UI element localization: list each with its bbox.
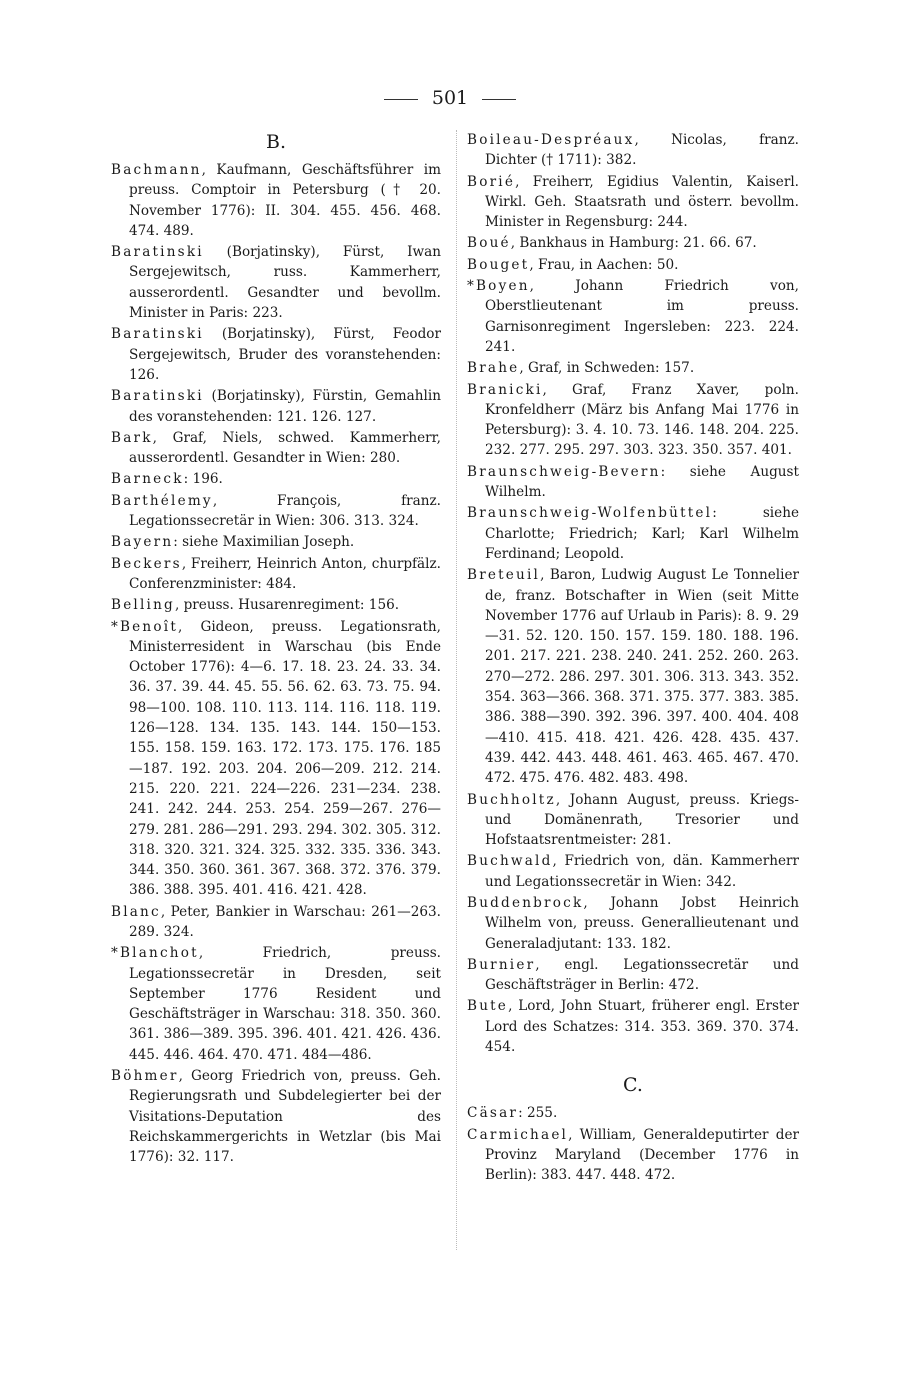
page-header (0, 86, 900, 110)
index-entry (467, 1103, 799, 1123)
entry-name: Baratinski (111, 244, 204, 261)
index-entry (467, 996, 799, 1057)
entry-text: : 196. (183, 471, 223, 488)
index-entry (467, 893, 799, 954)
index-entry (111, 595, 441, 615)
header-rule-right (482, 99, 516, 100)
entry-name: Belling (111, 597, 175, 614)
entry-name: Böhmer (111, 1068, 179, 1085)
index-entry (111, 943, 441, 1065)
entry-name: *Blanchot (111, 945, 199, 962)
right-entry-list-b (467, 130, 799, 1057)
index-entry (111, 469, 441, 489)
index-entry (467, 276, 799, 357)
entry-text: , Nicolas, franz. Dichter († 1711): 382. (485, 132, 799, 169)
entry-name: Braunschweig-Bevern (467, 463, 661, 480)
entry-name: Breteuil (467, 567, 541, 584)
entry-text: , François, franz. Legationssecretär in Wien: 306. 313. 324. (129, 492, 441, 530)
entry-text: , Peter, Bankier in Warschau: 261—263. 289. 324. (129, 903, 441, 940)
index-entry (111, 902, 441, 943)
index-entry (467, 503, 799, 564)
index-entry (467, 172, 799, 233)
entry-text: , Georg Friedrich von, preuss. Geh. Regierungsrath und Subdelegierter bei der Visitations-Deputation des Reichskammergerichts in Wetzlar (bis Mai 1776): 32. 117. (129, 1068, 441, 1166)
index-entry (467, 1125, 799, 1186)
index-entry (467, 358, 799, 378)
column-divider (456, 130, 457, 1250)
entry-name: Blanc (111, 903, 161, 920)
index-entry (111, 1066, 441, 1167)
page-number: 501 (431, 87, 469, 109)
index-entry (111, 491, 441, 532)
entry-text: , Friedrich von, dän. Kammerherr und Legationssecretär in Wien: 342. (485, 853, 799, 890)
right-column (467, 130, 799, 1187)
entry-name: Burnier (467, 956, 536, 973)
entry-name: Branicki (467, 381, 543, 398)
entry-name: Barthélemy (111, 492, 213, 509)
entry-text: (Borjatinsky), Fürst, Iwan Sergejewitsch, russ. Kammerherr, ausserordentl. Gesandter und bevollm. Minister in Paris: 223. (129, 244, 441, 322)
left-entry-list (111, 160, 441, 1168)
entry-text: : siehe August Wilhelm. (485, 463, 799, 501)
entry-name: *Boyen (467, 278, 530, 295)
entry-name: Bark (111, 429, 153, 446)
entry-text: , Graf, Franz Xaver, poln. Kronfeldherr (März bis Anfang Mai 1776 in Petersburg): 3. 4. 10. 73. 146. 148. 204. 225. 232. 277. 295. 297. 303. 323. 350. 357. 401. (485, 381, 799, 459)
entry-text: , Johann Friedrich von, Oberstlieutenant im preuss. Garnisonregiment Ingersleben: 223. 224. 241. (485, 278, 799, 355)
index-entry (467, 955, 799, 996)
entry-text: , Frau, in Aachen: 50. (529, 256, 679, 273)
entry-name: Buchholtz (467, 791, 556, 808)
entry-name: Buddenbrock (467, 894, 584, 911)
entry-text: , Freiherr, Heinrich Anton, churpfälz. Conferenzminister: 484. (129, 555, 441, 592)
entry-text: (Borjatinsky), Fürstin, Gemahlin des voranstehenden: 121. 126. 127. (129, 388, 441, 425)
entry-name: Bute (467, 998, 509, 1015)
entry-name: Baratinski (111, 388, 204, 405)
entry-name: *Benoît (111, 618, 178, 635)
index-entry (467, 565, 799, 788)
header-rule-left (384, 99, 418, 100)
entry-name: Bachmann (111, 162, 202, 178)
entry-name: Boileau-Despréaux (467, 132, 635, 148)
entry-name: Boué (467, 235, 511, 252)
index-entry (111, 617, 441, 901)
index-entry (111, 532, 441, 552)
index-entry (467, 233, 799, 253)
entry-text: , Gideon, preuss. Legationsrath, Ministerresident in Warschau (bis Ende October 1776): 4—6. 17. 18. 23. 24. 33. 34. 36. 37. 39. 44. 45. 55. 56. 62. 63. 73. 75. 94. 98—100. 108. 110. 113. 114. 116. 118. 119. 126—128. 134. 135. 143. 144. 150—153. 155. 158. 159. 163. 172. 173. 175. 176. 185—187. 192. 203. 204. 206—209. 212. 214. 215. 220. 221. 224—226. 231—234. 238. 241. 242. 244. 253. 254. 259—267. 276—279. 281. 286—291. 293. 294. 302. 305. 312. 318. 320. 321. 324. 325. 332. 335. 336. 343. 344. 350. 360. 361. 367. 368. 372. 376. 379. 386. 388. 395. 401. 416. 421. 428. (129, 618, 441, 899)
entry-text: , Graf, in Schweden: 157. (519, 360, 695, 377)
entry-text: : siehe Maximilian Joseph. (173, 534, 355, 551)
entry-text: , Lord, John Stuart, früherer engl. Erster Lord des Schatzes: 314. 353. 369. 370. 374. 454. (485, 998, 799, 1056)
entry-name: Bayern (111, 534, 174, 551)
entry-text: (Borjatinsky), Fürst, Feodor Sergejewitsch, Bruder des voranstehenden: 126. (129, 326, 441, 383)
index-entry (467, 462, 799, 503)
entry-text: , Friedrich, preuss. Legationssecretär in Dresden, seit September 1776 Resident und Geschäftsträger in Warschau: 318. 350. 360. 361. 386—389. 395. 396. 401. 421. 426. 436. 445. 446. 464. 470. 471. 484—486. (129, 945, 441, 1063)
index-entry (467, 380, 799, 461)
section-heading-c: C. (623, 1074, 643, 1097)
index-entry (111, 324, 441, 385)
index-entry (111, 554, 441, 595)
entry-name: Beckers (111, 555, 182, 572)
entry-name: Braunschweig-Wolfenbüttel (467, 505, 713, 522)
index-entry (111, 242, 441, 323)
entry-text: , Freiherr, Egidius Valentin, Kaiserl. Wirkl. Geh. Staatsrath und österr. bevollm. Minister in Regensburg: 244. (485, 173, 799, 231)
index-entry (467, 790, 799, 851)
entry-name: Baratinski (111, 326, 204, 343)
index-entry (111, 386, 441, 427)
entry-text: , Graf, Niels, schwed. Kammerherr, ausserordentl. Gesandter in Wien: 280. (129, 429, 441, 467)
entry-text: , preuss. Husarenregiment: 156. (174, 597, 400, 614)
entry-name: Cäsar (467, 1105, 519, 1122)
left-column (111, 130, 441, 1169)
entry-name: Carmichael (467, 1126, 569, 1143)
index-entry (467, 130, 799, 171)
entry-name: Brahe (467, 360, 520, 377)
entry-text: : 255. (518, 1105, 558, 1122)
entry-text: , William, Generaldeputirter der Provinz Maryland (December 1776 in Berlin): 383. 447. 448. 472. (485, 1126, 799, 1184)
index-entry (111, 428, 441, 469)
entry-name: Bouget (467, 256, 530, 273)
entry-text: , Kaufmann, Geschäftsführer im preuss. Comptoir in Petersburg († 20. November 1776): II. 304. 455. 456. 468. 474. 489. (129, 162, 441, 239)
index-entry (467, 851, 799, 892)
index-entry (111, 160, 441, 241)
entry-text: , Bankhaus in Hamburg: 21. 66. 67. (510, 235, 757, 252)
entry-name: Buchwald (467, 853, 553, 870)
index-entry (467, 255, 799, 275)
section-heading-b: B. (265, 131, 286, 153)
entry-name: Barneck (111, 471, 184, 488)
entry-name: Borié (467, 173, 516, 190)
entry-text: : siehe Charlotte; Friedrich; Karl; Karl Wilhelm Ferdinand; Leopold. (485, 505, 799, 562)
entry-text: , Johann Jobst Heinrich Wilhelm von, preuss. Generallieutenant und Generaladjutant: 133. 182. (485, 894, 799, 952)
entry-text: , engl. Legationssecretär und Geschäftsträger in Berlin: 472. (485, 956, 799, 994)
entry-text: , Baron, Ludwig August Le Tonnelier de, franz. Botschafter in Wien (seit Mitte November 1776 auf Urlaub in Paris): 8. 9. 29—31. 52. 120. 150. 157. 159. 180. 188. 196. 201. 217. 221. 238. 240. 241. 252. 260. 263. 270—272. 286. 297. 301. 306. 313. 343. 352. 354. 363—366. 368. 371. 375. 377. 383. 385. 386. 388—390. 392. 396. 397. 400. 404. 408—410. 415. 418. 421. 426. 428. 435. 437. 439. 442. 443. 448. 461. 463. 465. 467. 470. 472. 475. 476. 482. 483. 498. (485, 567, 799, 787)
entry-text: , Johann August, preuss. Kriegs- und Domänenrath, Tresorier und Hofstaatsrentmeister: 281. (485, 791, 799, 849)
right-entry-list-c (467, 1103, 799, 1185)
